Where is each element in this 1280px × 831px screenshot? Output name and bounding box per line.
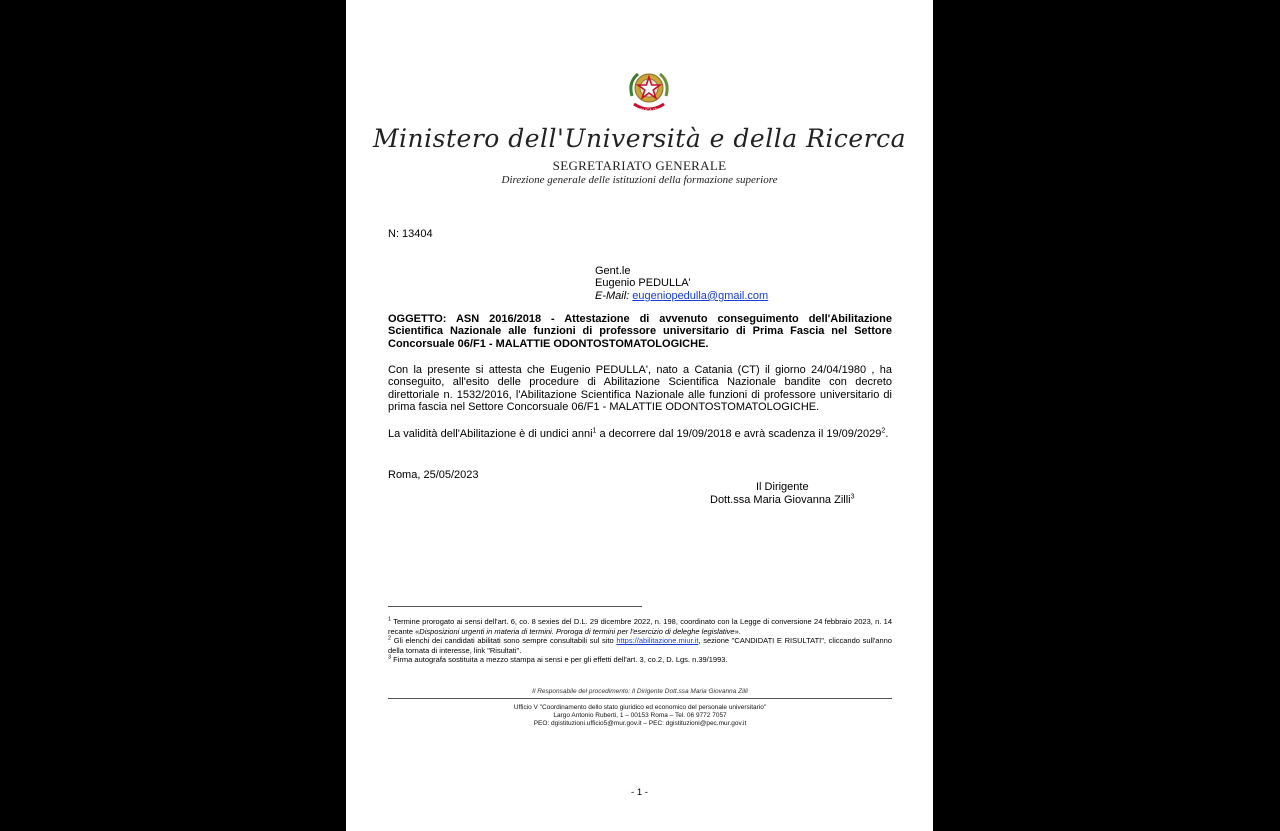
office-line-2: Largo Antonio Ruberti, 1 – 00153 Roma – Tel. 06 9772 7057 bbox=[553, 712, 727, 719]
footnote-3 bbox=[388, 655, 892, 665]
document-page bbox=[346, 0, 933, 831]
validity-text-2: a decorrere dal 19/09/2018 e avrà scadenza il 19/09/2029 bbox=[596, 428, 882, 440]
signature-name-line bbox=[710, 494, 855, 506]
ministry-name: Ministero dell'Università e della Ricerca bbox=[372, 124, 907, 153]
responsabile-line: Il Responsabile del procedimento: Il Dirigente Dott.ssa Maria Giovanna Zilli bbox=[532, 688, 748, 695]
footnote-1 bbox=[388, 617, 892, 636]
footnote-separator bbox=[388, 606, 642, 607]
footnote-italic-text: Disposizioni urgenti in materia di termini. Proroga di termini per l'esercizio di deleghe legislative bbox=[419, 626, 735, 636]
recipient-salutation: Gent.le bbox=[595, 265, 631, 277]
footnote-text: Firma autografa sostituita a mezzo stampa ai sensi e per gli effetti dell'art. 3, co.2, D. Lgs. n.39/1993. bbox=[391, 655, 728, 665]
footnote-ref-2: 2 bbox=[881, 427, 886, 435]
segretariato-heading: SEGRETARIATO GENERALE bbox=[552, 158, 727, 173]
office-line-1: Ufficio V "Coordinamento dello stato giuridico ed economico del personale universitario" bbox=[513, 704, 767, 711]
recipient-email-line bbox=[595, 290, 768, 302]
validity-text-1: La validità dell'Abilitazione è di undici anni bbox=[388, 428, 593, 440]
protocol-number: N: 13404 bbox=[388, 228, 433, 240]
page-number: - 1 - bbox=[631, 787, 648, 798]
footnotes bbox=[388, 617, 892, 665]
email-label: E-Mail: bbox=[595, 289, 630, 302]
footer-separator bbox=[388, 698, 892, 699]
svg-text:REPVBBLICA ITALIANA: REPVBBLICA ITALIANA bbox=[626, 108, 672, 113]
signature-title: Il Dirigente bbox=[756, 481, 809, 493]
footnote-text: Termine prorogato ai sensi dell'art. 6, co. 8 sexies del D.L. 29 dicembre 2022, n. 198, coordinato con la Legge di conversione 24 febbraio 2023, n. 14 recante « bbox=[388, 617, 892, 636]
signature-name: Dott.ssa Maria Giovanna Zilli bbox=[710, 494, 851, 506]
direzione-heading: Direzione generale delle istituzioni della formazione superiore bbox=[501, 174, 778, 186]
office-line-3: PEO: dgistituzioni.ufficio5@mur.gov.it – PEC: dgistituzioni@pec.mur.gov.it bbox=[533, 720, 747, 727]
recipient-email-link[interactable]: eugeniopedulla@gmail.com bbox=[632, 289, 769, 302]
place-date: Roma, 25/05/2023 bbox=[388, 469, 479, 481]
footnote-number: 1 bbox=[388, 616, 392, 623]
footnote-number: 3 bbox=[388, 654, 392, 661]
footnote-text: ». bbox=[734, 626, 741, 636]
italian-republic-emblem-icon bbox=[626, 66, 672, 116]
footnote-ref-3: 3 bbox=[850, 493, 855, 501]
footnote-number: 2 bbox=[388, 635, 392, 642]
footnote-2 bbox=[388, 636, 892, 655]
footnote-text: Gli elenchi dei candidati abilitati sono sempre consultabili sul sito bbox=[391, 636, 617, 646]
recipient-name: Eugenio PEDULLA' bbox=[595, 277, 691, 290]
body-paragraph-1: Con la presente si attesta che Eugenio PEDULLA', nato a Catania (CT) il giorno 24/04/1980 , ha conseguito, all'esito delle procedure di Abilitazione Scientifica Nazionale bandite con decreto direttoriale n. 1532/2016, l'Abilitazione Scientifica Nazionale alle funzioni di professore universitario di prima fascia nel Settore Concorsuale 06/F1 - MALATTIE ODONTOSTOMATOLOGICHE. bbox=[388, 364, 892, 414]
footnote-ref-1: 1 bbox=[592, 427, 597, 435]
validity-text-3: . bbox=[885, 428, 889, 440]
recipient-block bbox=[595, 265, 768, 302]
subject-paragraph: OGGETTO: ASN 2016/2018 - Attestazione di avvenuto conseguimento dell'Abilitazione Scientifica Nazionale alle funzioni di professore universitario di Prima Fascia nel Settore Concorsuale 06/F1 - MALATTIE ODONTOSTOMATOLOGICHE. bbox=[388, 313, 892, 350]
body-paragraph-2 bbox=[388, 428, 892, 440]
abilitazione-site-link[interactable]: https://abilitazione.miur.it bbox=[616, 636, 699, 646]
footnote-text: , sezione "CANDIDATI E RISULTATI", cliccando sull'anno della tornata di interesse, link "Risultati". bbox=[388, 636, 892, 655]
office-address bbox=[388, 704, 892, 728]
